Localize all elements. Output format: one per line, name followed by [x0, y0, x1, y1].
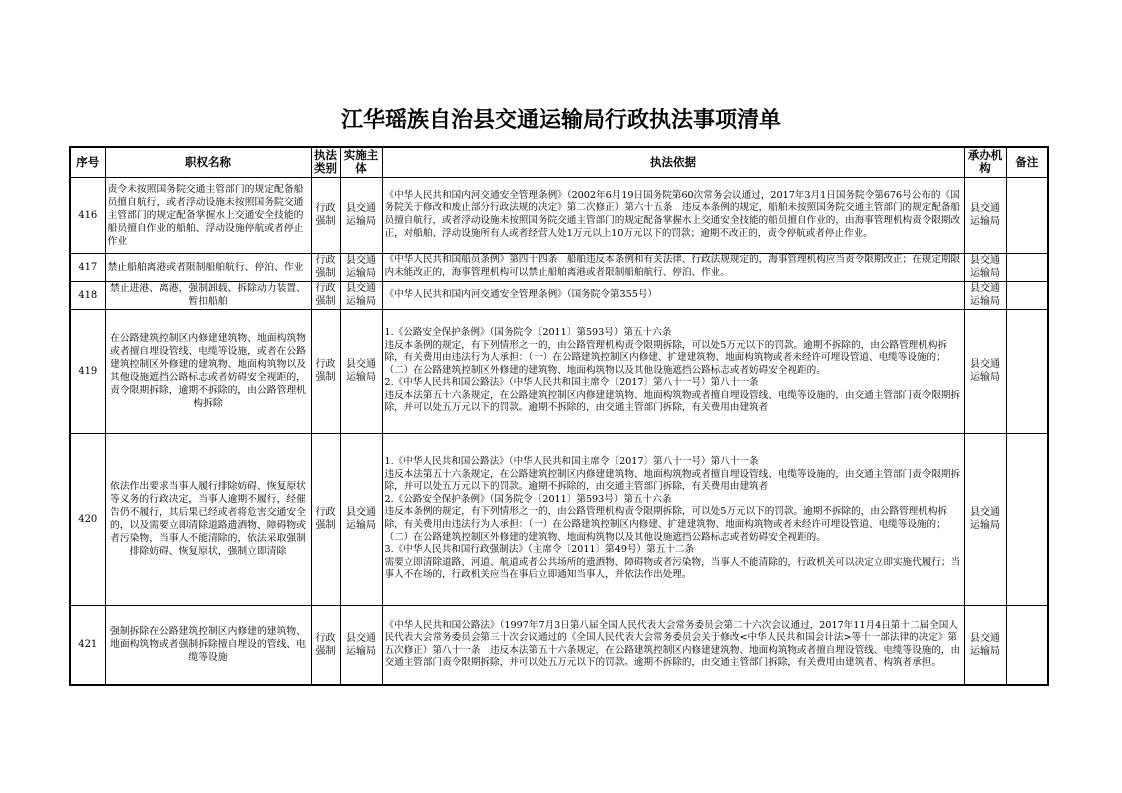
- implementing-subject: 县交通运输局: [340, 253, 382, 281]
- remark: [1006, 433, 1048, 605]
- authority-name: 禁止船舶离港或者限制船舶航行、停泊、作业: [105, 253, 311, 281]
- header-no: 序号: [70, 147, 105, 177]
- legal-basis: [382, 309, 964, 433]
- authority-name: 在公路建筑控制区内修建建筑物、地面构筑物或者擅自埋设管线、电缆等设施，或者在公路建筑控制区外修建的建筑物、地面构筑物以及其他设施遮挡公路标志或者妨碍安全视距的，责令限期拆除，逾期不拆除的，由公路管理机构拆除: [105, 309, 311, 433]
- legal-basis-paragraph: 违反本法第五十六条规定，在公路建筑控制区内修建建筑物、地面构筑物或者擅自埋设管线、电缆等设施的，由交通主管部门责令限期拆除，并可以处五万元以下的罚款。逾期不拆除的，由交通主管部门拆除，有关费用由建筑者: [384, 468, 961, 493]
- enforcement-category: 行政强制: [311, 177, 340, 253]
- handling-agency: 县交通运输局: [964, 177, 1006, 253]
- implementing-subject: 县交通运输局: [340, 309, 382, 433]
- row-number: 416: [70, 177, 105, 253]
- enforcement-category: 行政强制: [311, 433, 340, 605]
- authority-name: 强制拆除在公路建筑控制区内修建的建筑物、地面构筑物或者强制拆除擅自埋设的管线、电缆等设施: [105, 605, 311, 685]
- legal-basis-paragraph: 1.《公路安全保护条例》（国务院令〔2011〕第593号）第五十六条: [384, 326, 672, 338]
- enforcement-table: [69, 146, 1049, 686]
- remark: [1006, 309, 1048, 433]
- header-remark: 备注: [1006, 147, 1048, 177]
- header-name: 职权名称: [105, 147, 311, 177]
- header-subject: 实施主体: [340, 147, 382, 177]
- table-row: [70, 253, 1048, 281]
- legal-basis-paragraph: 2.《中华人民共和国公路法》（中华人民共和国主席令〔2017〕第八十一号）第八十一条: [384, 377, 759, 389]
- legal-basis-paragraph: 2.《公路安全保护条例》（国务院令〔2011〕第593号）第五十六条: [384, 493, 672, 505]
- remark: [1006, 605, 1048, 685]
- legal-basis-paragraph: 《中华人民共和国内河交通安全管理条例》（国务院令第355号）: [384, 288, 658, 300]
- table-row: [70, 281, 1048, 309]
- legal-basis-paragraph: 需要立即清除道路、河道、航道或者公共场所的遗洒物、障碍物或者污染物，当事人不能清除的，行政机关可以决定立即实施代履行；当事人不在场的，行政机关应当在事后立即通知当事人，并依法作出处理。: [384, 556, 961, 581]
- handling-agency: 县交通运输局: [964, 253, 1006, 281]
- handling-agency: 县交通运输局: [964, 605, 1006, 685]
- legal-basis-paragraph: 3.《中华人民共和国行政强制法》（主席令〔2011〕第49号）第五十二条: [384, 544, 695, 556]
- legal-basis-paragraph: 1.《中华人民共和国公路法》（中华人民共和国主席令〔2017〕第八十一号）第八十一条: [384, 456, 759, 468]
- enforcement-category: 行政强制: [311, 605, 340, 685]
- authority-name: 依法作出要求当事人履行排除妨碍、恢复原状等义务的行政决定，当事人逾期不履行，经催告仍不履行，其后果已经或者将危害交通安全的，以及需要立即清除道路遗洒物、障碍物或者污染物，当事人不能清除的，依法采取强制排除妨碍、恢复原状，强制立即清除: [105, 433, 311, 605]
- implementing-subject: 县交通运输局: [340, 177, 382, 253]
- row-number: 419: [70, 309, 105, 433]
- enforcement-category: 行政强制: [311, 253, 340, 281]
- header-basis: 执法依据: [382, 147, 964, 177]
- remark: [1006, 253, 1048, 281]
- row-number: 420: [70, 433, 105, 605]
- legal-basis-paragraph: 《中华人民共和国内河交通安全管理条例》（2002年6月19日国务院第60次常务会议通过，2017年3月1日国务院令第676号公布的《国务院关于修改和废止部分行政法规的决定》第二次修正）第六十五条 违反本条例的规定，船舶未按照国务院交通主管部门的规定配备船员擅自航行，或者浮动设施未按照国务院交通主管部门的规定配备掌握水上交通安全技能的船员擅自作业的，由海事管理机构责令限期改正，对船舶、浮动设施所有人或者经营人处1万元以上10万元以下的罚款；逾期不改正的，责令停航或者停止作业。: [384, 189, 961, 239]
- enforcement-category: 行政强制: [311, 281, 340, 309]
- implementing-subject: 县交通运输局: [340, 281, 382, 309]
- legal-basis: [382, 281, 964, 309]
- legal-basis: [382, 433, 964, 605]
- table-row: [70, 309, 1048, 433]
- row-number: 421: [70, 605, 105, 685]
- legal-basis-paragraph: 违反本法第五十六条规定，在公路建筑控制区内修建建筑物、地面构筑物或者擅自埋设管线、电缆等设施的，由交通主管部门责令限期拆除，并可以处五万元以下的罚款。逾期不拆除的，由交通主管部门拆除，有关费用由建筑者: [384, 389, 961, 414]
- implementing-subject: 县交通运输局: [340, 433, 382, 605]
- authority-name: 禁止进港、离港，强制卸载、拆除动力装置、暂扣船舶: [105, 281, 311, 309]
- row-number: 418: [70, 281, 105, 309]
- row-number: 417: [70, 253, 105, 281]
- table-row: [70, 605, 1048, 685]
- implementing-subject: 县交通运输局: [340, 605, 382, 685]
- legal-basis: [382, 177, 964, 253]
- header-dept: 承办机构: [964, 147, 1006, 177]
- legal-basis-paragraph: 违反本条例的规定，有下列情形之一的，由公路管理机构责令限期拆除，可以处5万元以下的罚款。逾期不拆除的，由公路管理机构拆除，有关费用由违法行为人承担：（一）在公路建筑控制区内修建、扩建建筑物、地面构筑物或者未经许可埋设管道、电缆等设施的；（二）在公路建筑控制区外修建的建筑物、地面构筑物以及其他设施遮挡公路标志或者妨碍安全视距的。: [384, 339, 948, 376]
- legal-basis: [382, 253, 964, 281]
- handling-agency: 县交通运输局: [964, 433, 1006, 605]
- enforcement-category: 行政强制: [311, 309, 340, 433]
- page-title: 江华瑶族自治县交通运输局行政执法事项清单: [340, 107, 781, 133]
- handling-agency: 县交通运输局: [964, 281, 1006, 309]
- legal-basis-paragraph: 《中华人民共和国公路法》（1997年7月3日第八届全国人民代表大会常务委员会第二十六次会议通过，2017年11月4日第十二届全国人民代表大会常务委员会第三十次会议通过的《全国人民代表大会常务委员会关于修改<中华人民共和国会计法>等十一部法律的决定》第五次修正）第八十一条 违反本法第五十六条规定，在公路建筑控制区内修建建筑物、地面构筑物或者擅自埋设管线、电缆等设施的，由交通主管部门责令限期拆除，并可以处五万元以下的罚款。逾期不拆除的，由交通主管部门拆除，有关费用由建筑者、构筑者承担。: [384, 619, 961, 669]
- legal-basis-paragraph: 《中华人民共和国船员条例》第四十四条 船舶违反本条例和有关法律、行政法规规定的，海事管理机构应当责令限期改正；在规定期限内未能改正的，海事管理机构可以禁止船舶离港或者限制船舶航行、停泊、作业。: [384, 254, 961, 278]
- table-row: [70, 177, 1048, 253]
- remark: [1006, 281, 1048, 309]
- handling-agency: 县交通运输局: [964, 309, 1006, 433]
- header-row: [70, 147, 1048, 177]
- authority-name: 责令未按照国务院交通主管部门的规定配备船员擅自航行，或者浮动设施未按照国务院交通主管部门的规定配备掌握水上交通安全技能的船员擅自作业的船舶、浮动设施停航或者停止作业: [105, 177, 311, 253]
- legal-basis: [382, 605, 964, 685]
- header-category: 执法类别: [311, 147, 340, 177]
- table-row: [70, 433, 1048, 605]
- remark: [1006, 177, 1048, 253]
- legal-basis-paragraph: 违反本条例的规定，有下列情形之一的，由公路管理机构责令限期拆除，可以处5万元以下的罚款。逾期不拆除的，由公路管理机构拆除，有关费用由违法行为人承担：（一）在公路建筑控制区内修建、扩建建筑物、地面构筑物或者未经许可埋设管道、电缆等设施的；（二）在公路建筑控制区外修建的建筑物、地面构筑物以及其他设施遮挡公路标志或者妨碍安全视距的。: [384, 506, 948, 543]
